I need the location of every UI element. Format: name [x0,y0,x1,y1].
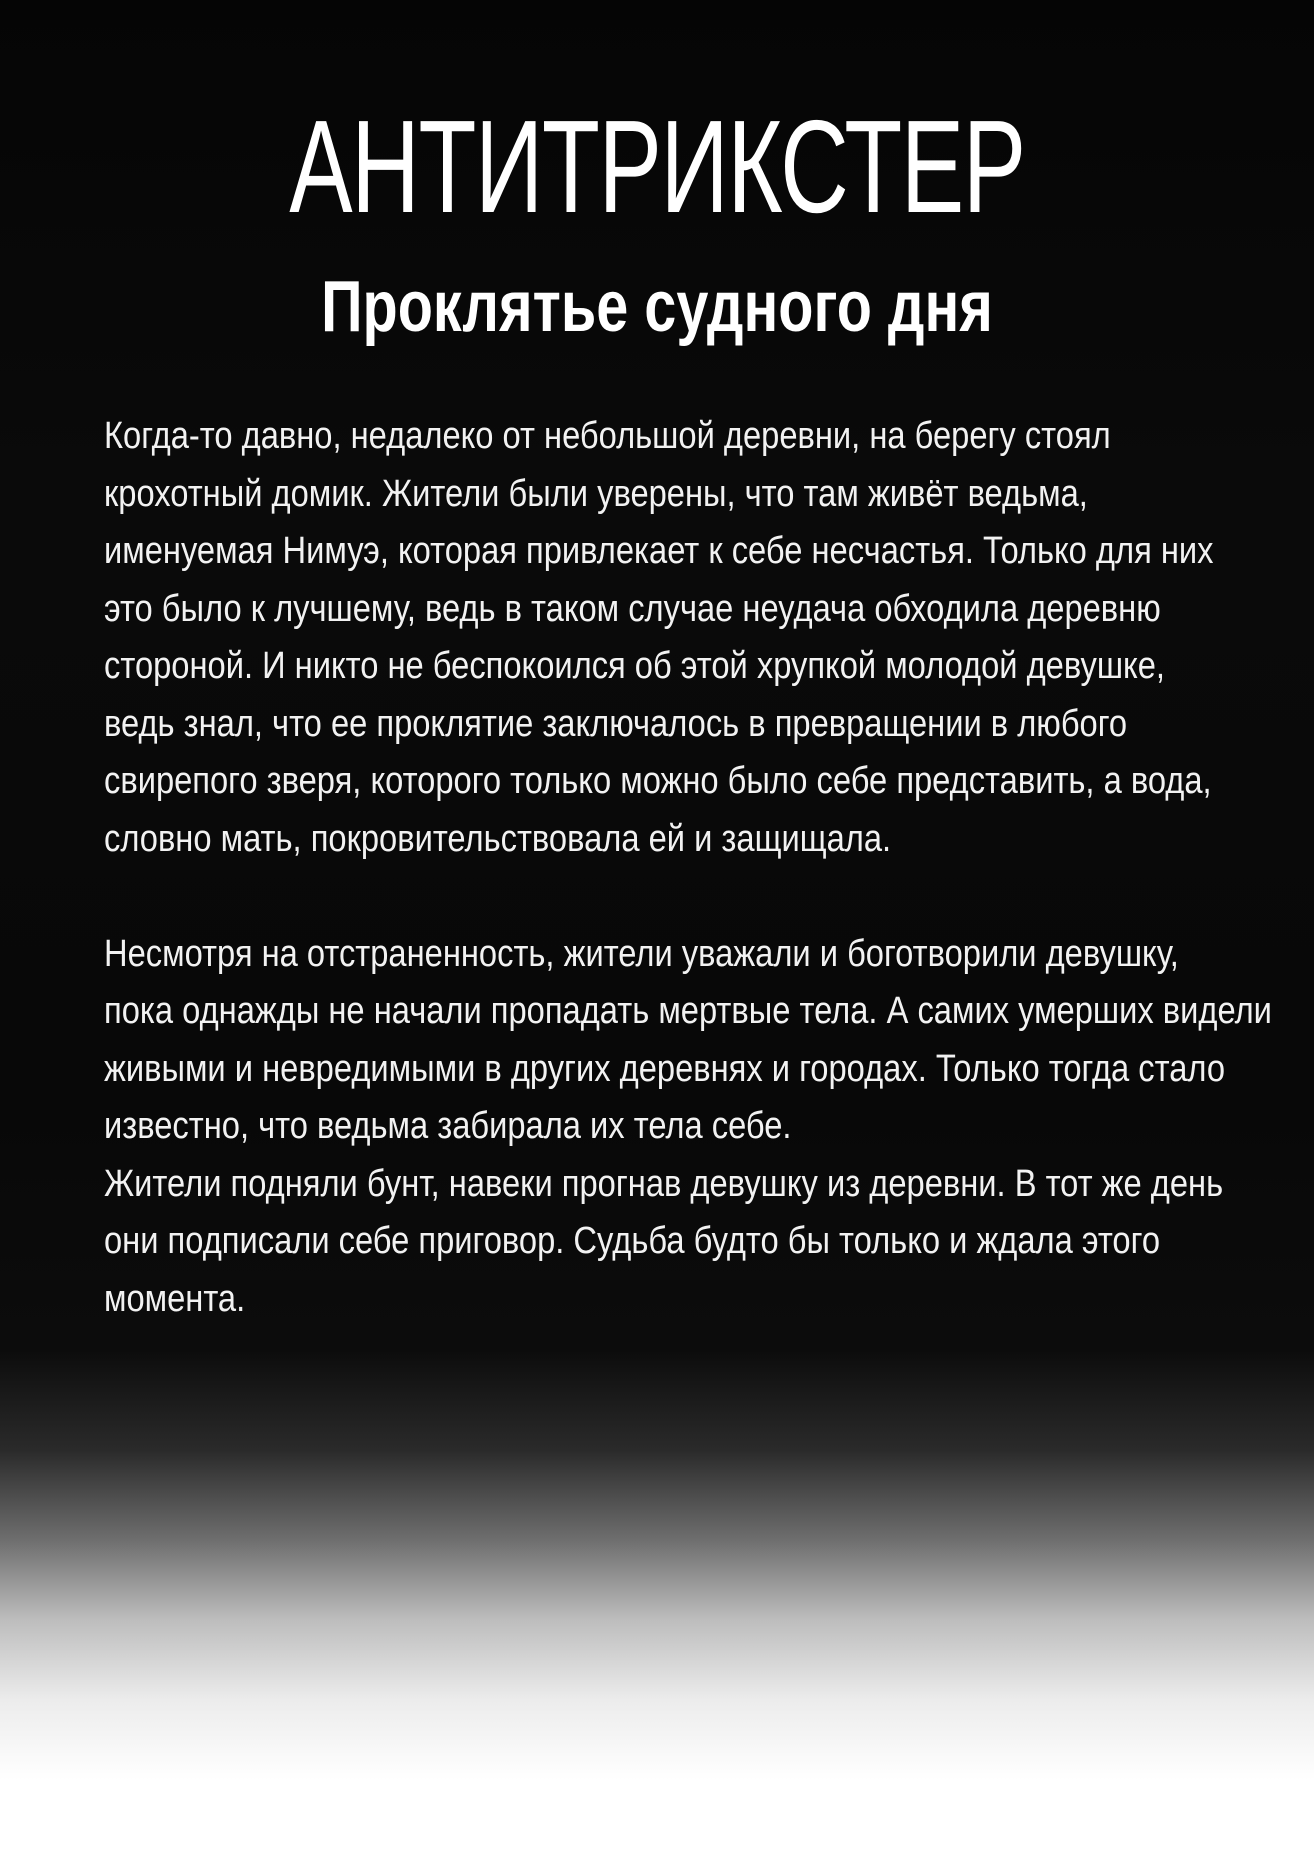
story-text [104,408,1274,1328]
text-line: известно, что ведьма забирала их тела себе. [104,1105,792,1147]
text-line: Когда-то давно, недалеко от небольшой деревни, на берегу стоял [104,415,1111,457]
text-line: крохотный домик. Жители были уверены, что там живёт ведьма, [104,472,1088,515]
text-line: стороной. И никто не беспокоился об этой хрупкой молодой девушке, [104,645,1165,687]
paragraph-gap [104,868,1274,926]
text-line: пока однажды не начали пропадать мертвые тела. А самих умерших видели [104,990,1272,1032]
text-line: ведь знал, что ее проклятие заключалось в превращении в любого [104,702,1128,745]
paragraph-1 [104,408,1274,868]
text-line: свирепого зверя, которого только можно было себе представить, а вода, [104,760,1212,802]
text-line: момента. [104,1277,246,1320]
text-line: Жители подняли бунт, навеки прогнав девушку из деревни. В тот же день [104,1162,1224,1205]
text-line: именуемая Нимуэ, которая привлекает к себе несчастья. Только для них [104,530,1214,572]
text-line: Несмотря на отстраненность, жители уважали и боготворили девушку, [104,932,1179,975]
page-subtitle: Проклятье судного дня [321,267,993,347]
text-line: словно мать, покровительствовала ей и защищала. [104,817,892,860]
paragraph-2 [104,926,1274,1329]
text-line: живыми и невредимыми в других деревнях и городах. Только тогда стало [104,1047,1226,1090]
text-line: это было к лучшему, ведь в таком случае неудача обходила деревню [104,587,1161,630]
page-title: АНТИТРИКСТЕР [289,93,1025,240]
text-line: они подписали себе приговор. Судьба будто бы только и ждала этого [104,1220,1160,1262]
